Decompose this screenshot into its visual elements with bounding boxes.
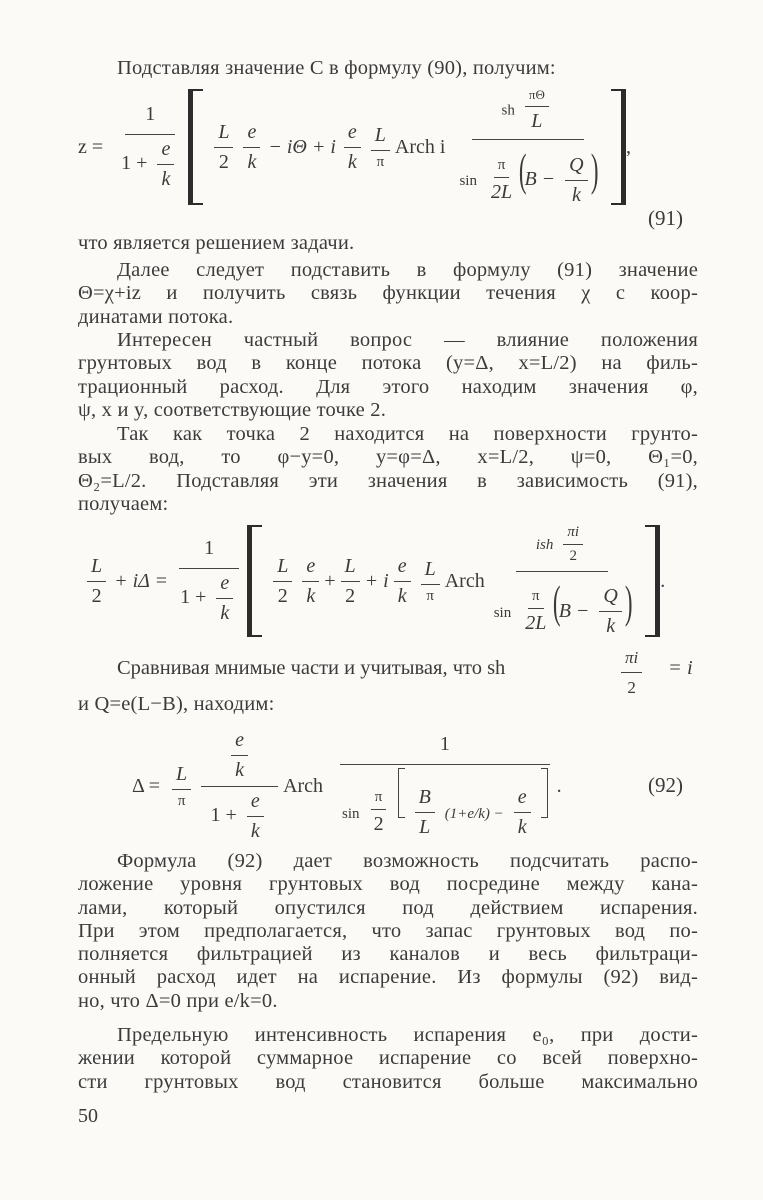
text-line: ложение уровня грунтовых вод посредине между кана- (78, 873, 698, 896)
equation-number: (91) (648, 206, 683, 230)
paragraph (78, 329, 698, 422)
page-number: 50 (78, 1105, 98, 1127)
paragraph (78, 423, 698, 516)
text-line: грунтовых вод в конце потока (y=Δ, x=L/2) на филь- (78, 352, 698, 375)
text-line: трационный расход. Для этого находим значения φ, (78, 375, 698, 398)
text-line: онный расход идет на испарение. Из формулы (92) вид- (78, 966, 698, 989)
text-line: Предельную интенсивность испарения e₀, при дости- (117, 1024, 698, 1046)
text-line: Подставляя значение C в формулу (90), получим: (117, 57, 556, 79)
paragraph (78, 693, 698, 716)
left-bracket (247, 525, 262, 637)
right-bracket (611, 89, 626, 205)
left-bracket (188, 89, 203, 205)
paragraph (78, 1024, 698, 1094)
text-line: динатами потока. (78, 305, 234, 328)
text-line: Так как точка 2 находится на поверхности грунто- (117, 423, 698, 445)
text-line: и Q=e(L−B), находим: (78, 693, 275, 715)
text-line: что является решением задачи. (78, 232, 355, 254)
text-line: ψ, x и y, соответствующие точке 2. (78, 398, 387, 421)
text-line: Θ=χ+iz и получить связь функции течения χ с коор- (78, 282, 698, 305)
paragraph (78, 850, 698, 1013)
formula-92: Δ = $\frac{L}{\pi}$ $\frac{e}{k}$ 1 + $\frac{e}{k}$ Arch 1 sin $\frac{\pi}{2}$ $\frac{B}{L}$ (1+e/k) − $\frac{e}{k}$ . (132, 729, 562, 842)
right-bracket (645, 525, 660, 637)
paragraph (78, 232, 698, 255)
paragraph (78, 648, 698, 698)
fraction: $\frac{\pi i}{2}$ (621, 646, 642, 700)
paragraph (78, 259, 698, 329)
text-line: Интересен частный вопрос — влияние положения (117, 329, 698, 351)
formula-lhs: z = (78, 135, 104, 158)
text-line: но, что Δ=0 при e/k=0. (78, 989, 278, 1012)
text-line: Θ₂=L/2. Подставляя эти значения в зависимость (91), (78, 469, 698, 492)
equation-number: (92) (648, 773, 683, 797)
text-line: получаем: (78, 492, 169, 515)
paragraph-intro (78, 57, 698, 80)
text-line: лами, который опустился под действием испарения. (78, 896, 698, 919)
text-line: вых вод, то φ−y=0, y=φ=Δ, x=L/2, ψ=0, Θ₁=0, (78, 446, 698, 469)
text-line: = i (668, 657, 693, 679)
formula-91: z = 1 1 + $\frac{e}{k}$ $\frac{L}{2}$ $\frac{e}{k}$ − iΘ + i $\frac{e}{k}$ $\frac{L}{\pi}$ Arch i sh $\frac{\pi\Theta}{L}$ sin $\frac{\pi}{2L}$ (B − $\frac{Q}{k}$ ) , (78, 87, 631, 206)
text-line: сти грунтовых вод становится больше максимально (78, 1070, 698, 1093)
text-line: Сравнивая мнимые части и учитывая, что sh (117, 657, 506, 679)
text-line: Формула (92) дает возможность подсчитать распо- (117, 850, 698, 872)
text-line: полняется фильтрацией из каналов и весь фильтраци- (78, 943, 698, 966)
text-line: При этом предполагается, что запас грунтовых вод по- (78, 919, 698, 942)
text-line: жении которой суммарное испарение со всей поверхно- (78, 1047, 698, 1070)
text-line: Далее следует подставить в формулу (91) значение (117, 259, 698, 281)
fraction: 1 1 + $\frac{e}{k}$ (117, 103, 183, 191)
formula-imaginary: $\frac{L}{2}$ + iΔ = 1 1 + $\frac{e}{k}$ $\frac{L}{2}$ $\frac{e}{k}$ + $\frac{L}{2}$ + i $\frac{e}{k}$ $\frac{L}{\pi}$ Arch ish $\frac{\pi i}{2}$ sin $\frac{\pi}{2L}$ (B − $\frac{Q}{k}$ ) . (82, 522, 665, 640)
